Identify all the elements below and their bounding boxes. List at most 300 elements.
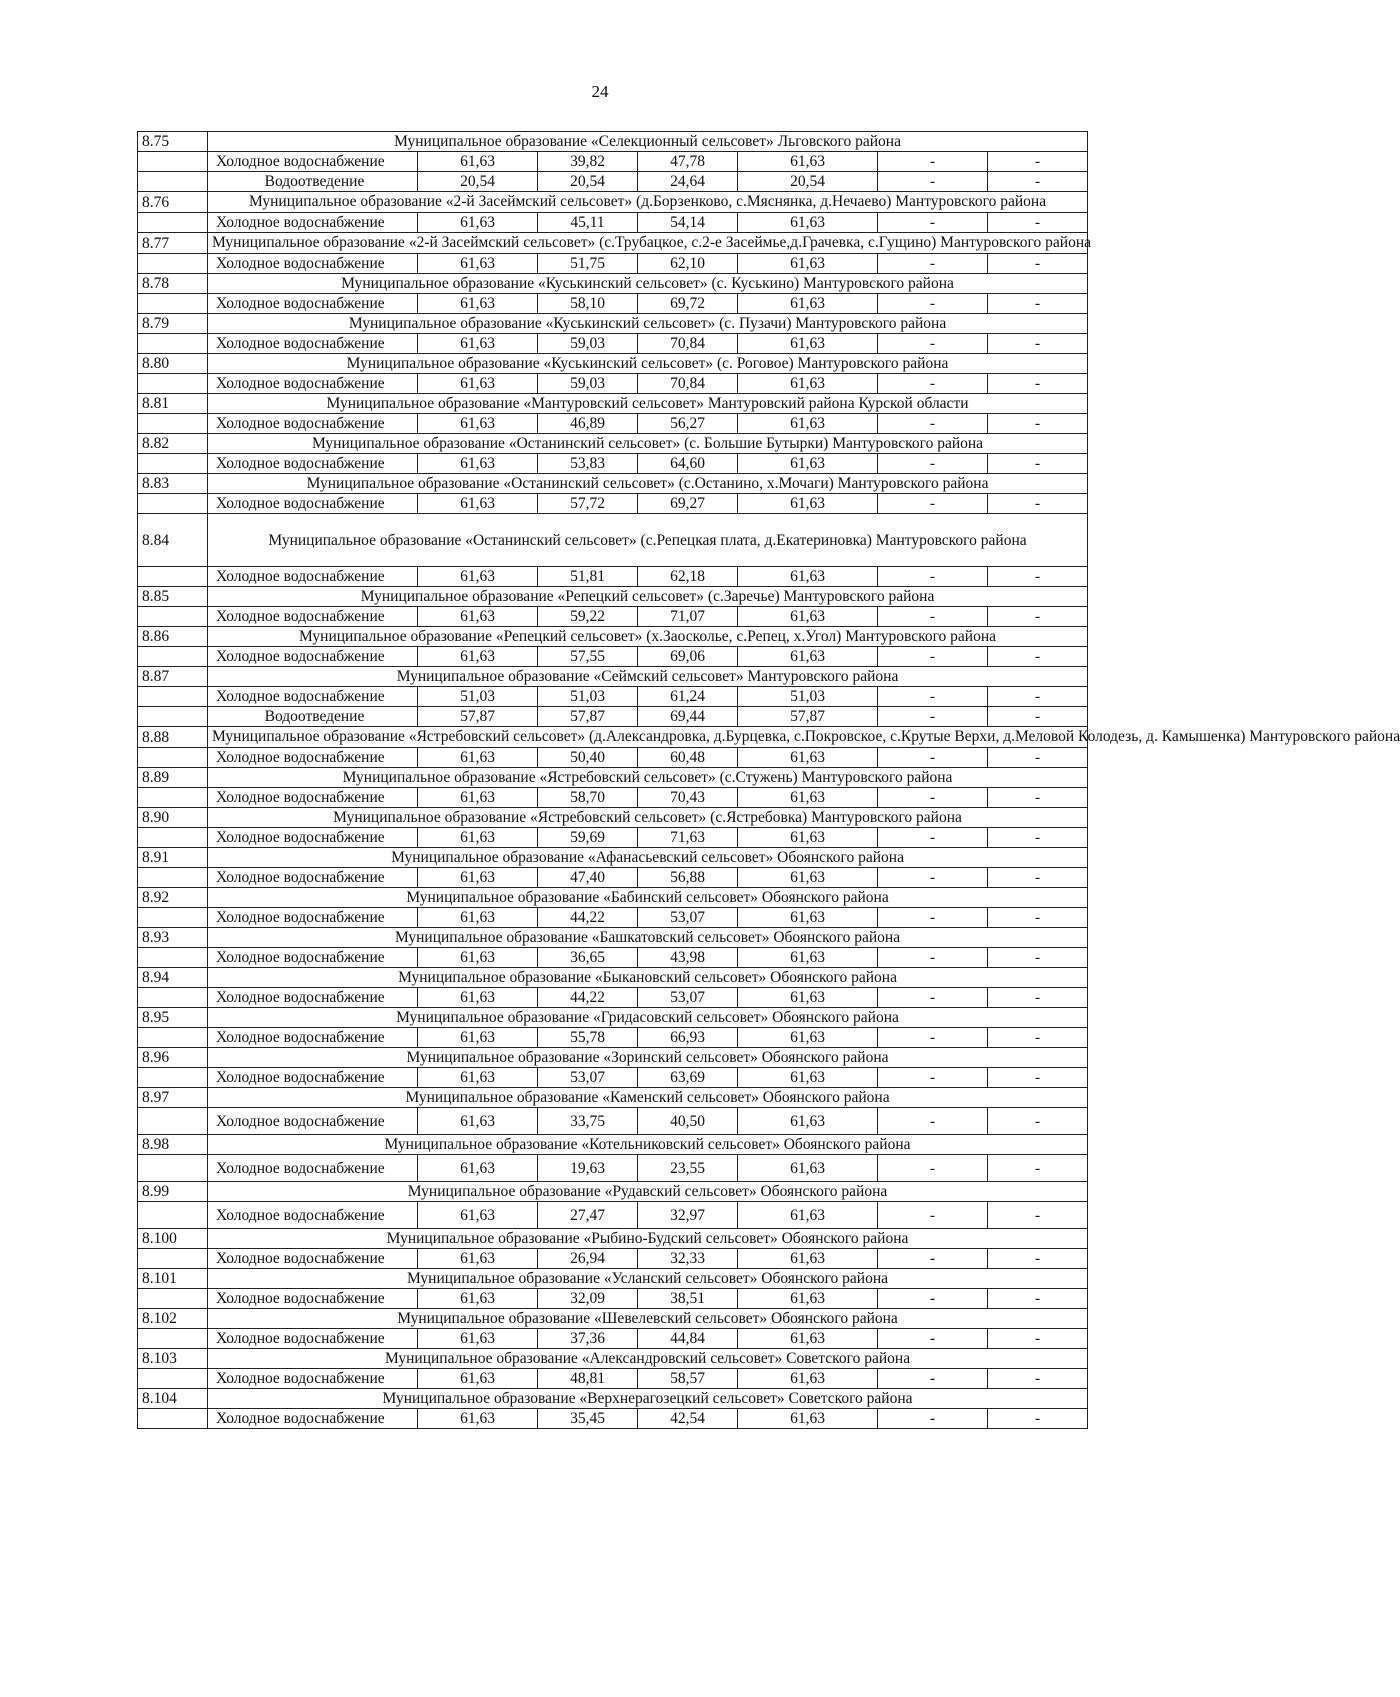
section-number: 8.80 — [138, 354, 208, 374]
section-header-row — [138, 587, 1088, 607]
tariff-value-1: 61,63 — [418, 1068, 538, 1088]
section-number: 8.82 — [138, 434, 208, 454]
section-title: Муниципальное образование «Останинский сельсовет» (с.Останино, х.Мочаги) Мантуровского района — [208, 474, 1088, 494]
tariff-value-6: - — [988, 988, 1088, 1008]
section-header-row — [138, 968, 1088, 988]
section-header-row — [138, 394, 1088, 414]
section-title: Муниципальное образование «Бабинский сельсовет» Обоянского района — [208, 888, 1088, 908]
section-header-row — [138, 132, 1088, 152]
tariff-value-6: - — [988, 1329, 1088, 1349]
tariff-value-2: 57,72 — [538, 494, 638, 514]
tariff-value-3: 38,51 — [638, 1289, 738, 1309]
tariff-value-2: 20,54 — [538, 172, 638, 192]
tariff-value-4: 61,63 — [738, 374, 878, 394]
empty-number-cell — [138, 294, 208, 314]
empty-number-cell — [138, 1155, 208, 1182]
service-name: Холодное водоснабжение — [208, 908, 418, 928]
section-number: 8.98 — [138, 1135, 208, 1155]
section-title: Муниципальное образование «Ястребовский сельсовет» (с.Ястребовка) Мантуровского района — [208, 808, 1088, 828]
tariff-value-3: 66,93 — [638, 1028, 738, 1048]
tariff-value-4: 61,63 — [738, 647, 878, 667]
tariff-value-2: 47,40 — [538, 868, 638, 888]
tariff-value-1: 61,63 — [418, 213, 538, 233]
tariff-value-1: 61,63 — [418, 868, 538, 888]
tariff-value-5: - — [878, 254, 988, 274]
tariff-value-4: 61,63 — [738, 567, 878, 587]
section-number: 8.100 — [138, 1229, 208, 1249]
tariff-value-3: 69,06 — [638, 647, 738, 667]
tariff-value-3: 62,10 — [638, 254, 738, 274]
tariff-value-3: 47,78 — [638, 152, 738, 172]
tariff-value-3: 44,84 — [638, 1329, 738, 1349]
section-number: 8.83 — [138, 474, 208, 494]
tariff-value-4: 61,63 — [738, 334, 878, 354]
empty-number-cell — [138, 1202, 208, 1229]
section-header-row — [138, 848, 1088, 868]
tariff-value-6: - — [988, 414, 1088, 434]
tariff-row — [138, 748, 1088, 768]
tariff-value-1: 61,63 — [418, 374, 538, 394]
section-header-row — [138, 808, 1088, 828]
service-name: Холодное водоснабжение — [208, 334, 418, 354]
service-name: Холодное водоснабжение — [208, 1155, 418, 1182]
tariff-row — [138, 988, 1088, 1008]
tariff-row — [138, 1329, 1088, 1349]
section-number: 8.103 — [138, 1349, 208, 1369]
tariff-value-2: 35,45 — [538, 1409, 638, 1429]
tariff-value-2: 57,87 — [538, 707, 638, 727]
tariff-value-3: 40,50 — [638, 1108, 738, 1135]
tariff-value-4: 61,63 — [738, 1369, 878, 1389]
tariff-value-3: 53,07 — [638, 908, 738, 928]
tariff-value-5: - — [878, 607, 988, 627]
tariff-value-1: 61,63 — [418, 1202, 538, 1229]
tariff-value-4: 61,63 — [738, 788, 878, 808]
tariff-value-5: - — [878, 988, 988, 1008]
section-title: Муниципальное образование «Шевелевский сельсовет» Обоянского района — [208, 1309, 1088, 1329]
empty-number-cell — [138, 172, 208, 192]
tariff-value-3: 63,69 — [638, 1068, 738, 1088]
section-title: Муниципальное образование «Куськинский сельсовет» (с. Куськино) Мантуровского района — [208, 274, 1088, 294]
tariff-value-2: 46,89 — [538, 414, 638, 434]
tariff-value-6: - — [988, 868, 1088, 888]
tariff-value-2: 37,36 — [538, 1329, 638, 1349]
section-header-row — [138, 192, 1088, 213]
tariff-value-5: - — [878, 1155, 988, 1182]
tariff-value-4: 61,63 — [738, 948, 878, 968]
section-header-row — [138, 888, 1088, 908]
section-number: 8.91 — [138, 848, 208, 868]
tariff-value-3: 56,88 — [638, 868, 738, 888]
tariff-value-2: 53,07 — [538, 1068, 638, 1088]
tariff-value-3: 58,57 — [638, 1369, 738, 1389]
section-number: 8.76 — [138, 192, 208, 213]
tariff-value-2: 59,03 — [538, 334, 638, 354]
service-name: Холодное водоснабжение — [208, 1202, 418, 1229]
tariff-value-1: 20,54 — [418, 172, 538, 192]
tariff-value-2: 51,03 — [538, 687, 638, 707]
tariff-value-5: - — [878, 868, 988, 888]
service-name: Холодное водоснабжение — [208, 828, 418, 848]
section-header-row — [138, 233, 1088, 254]
tariff-value-5: - — [878, 948, 988, 968]
tariff-value-2: 32,09 — [538, 1289, 638, 1309]
tariff-value-1: 61,63 — [418, 948, 538, 968]
tariff-value-5: - — [878, 374, 988, 394]
section-title: Муниципальное образование «Репецкий сельсовет» (х.Заосколье, с.Репец, х.Угол) Мантуровского района — [208, 627, 1088, 647]
tariff-value-6: - — [988, 607, 1088, 627]
tariff-row — [138, 948, 1088, 968]
tariff-value-4: 61,63 — [738, 494, 878, 514]
tariff-value-3: 69,44 — [638, 707, 738, 727]
section-number: 8.77 — [138, 233, 208, 254]
tariff-value-3: 69,72 — [638, 294, 738, 314]
empty-number-cell — [138, 687, 208, 707]
tariff-value-5: - — [878, 1068, 988, 1088]
tariff-value-2: 44,22 — [538, 908, 638, 928]
tariff-row — [138, 1108, 1088, 1135]
tariff-value-4: 61,63 — [738, 414, 878, 434]
empty-number-cell — [138, 988, 208, 1008]
empty-number-cell — [138, 1068, 208, 1088]
section-header-row — [138, 1269, 1088, 1289]
tariff-row — [138, 1068, 1088, 1088]
tariff-value-1: 61,63 — [418, 414, 538, 434]
service-name: Холодное водоснабжение — [208, 1108, 418, 1135]
tariff-value-5: - — [878, 172, 988, 192]
section-header-row — [138, 727, 1088, 748]
section-title: Муниципальное образование «Гридасовский сельсовет» Обоянского района — [208, 1008, 1088, 1028]
service-name: Холодное водоснабжение — [208, 1369, 418, 1389]
tariff-row — [138, 788, 1088, 808]
tariff-row — [138, 828, 1088, 848]
tariff-value-6: - — [988, 172, 1088, 192]
service-name: Водоотведение — [208, 707, 418, 727]
empty-number-cell — [138, 868, 208, 888]
tariff-value-4: 61,63 — [738, 1108, 878, 1135]
section-header-row — [138, 768, 1088, 788]
section-header-row — [138, 274, 1088, 294]
empty-number-cell — [138, 254, 208, 274]
empty-number-cell — [138, 1369, 208, 1389]
tariff-row — [138, 687, 1088, 707]
tariff-value-1: 61,63 — [418, 607, 538, 627]
tariff-value-4: 20,54 — [738, 172, 878, 192]
tariff-value-6: - — [988, 294, 1088, 314]
service-name: Холодное водоснабжение — [208, 1068, 418, 1088]
tariff-value-2: 44,22 — [538, 988, 638, 1008]
section-number: 8.78 — [138, 274, 208, 294]
empty-number-cell — [138, 1028, 208, 1048]
tariff-value-2: 39,82 — [538, 152, 638, 172]
tariff-table — [137, 131, 1400, 1429]
tariff-row — [138, 454, 1088, 474]
tariff-value-1: 61,63 — [418, 334, 538, 354]
tariff-value-6: - — [988, 494, 1088, 514]
service-name: Холодное водоснабжение — [208, 647, 418, 667]
tariff-value-5: - — [878, 1028, 988, 1048]
tariff-value-3: 43,98 — [638, 948, 738, 968]
tariff-value-4: 61,63 — [738, 868, 878, 888]
tariff-value-6: - — [988, 828, 1088, 848]
tariff-value-2: 48,81 — [538, 1369, 638, 1389]
tariff-value-3: 32,33 — [638, 1249, 738, 1269]
tariff-value-2: 36,65 — [538, 948, 638, 968]
service-name: Холодное водоснабжение — [208, 948, 418, 968]
tariff-value-3: 70,43 — [638, 788, 738, 808]
tariff-value-1: 61,63 — [418, 1155, 538, 1182]
tariff-value-5: - — [878, 908, 988, 928]
tariff-value-1: 61,63 — [418, 908, 538, 928]
tariff-row — [138, 494, 1088, 514]
tariff-value-4: 61,63 — [738, 1329, 878, 1349]
tariff-value-3: 60,48 — [638, 748, 738, 768]
tariff-row — [138, 567, 1088, 587]
empty-number-cell — [138, 948, 208, 968]
tariff-value-3: 70,84 — [638, 334, 738, 354]
tariff-value-6: - — [988, 908, 1088, 928]
tariff-value-5: - — [878, 213, 988, 233]
empty-number-cell — [138, 647, 208, 667]
tariff-value-1: 61,63 — [418, 1409, 538, 1429]
service-name: Холодное водоснабжение — [208, 567, 418, 587]
section-title: Муниципальное образование «2-й Засеймский сельсовет» (д.Борзенково, с.Мяснянка, д.Нечаево) Мантуровского района — [208, 192, 1088, 213]
section-header-row — [138, 1048, 1088, 1068]
tariff-value-6: - — [988, 567, 1088, 587]
tariff-value-6: - — [988, 1409, 1088, 1429]
tariff-value-6: - — [988, 1249, 1088, 1269]
section-header-row — [138, 1135, 1088, 1155]
tariff-value-2: 58,10 — [538, 294, 638, 314]
section-title: Муниципальное образование «Верхнерагозецкий сельсовет» Советского района — [208, 1389, 1088, 1409]
empty-number-cell — [138, 374, 208, 394]
section-title: Муниципальное образование «Останинский сельсовет» (с.Репецкая плата, д.Екатериновка) Мантуровского района — [208, 514, 1088, 567]
tariff-value-3: 42,54 — [638, 1409, 738, 1429]
tariff-value-4: 61,63 — [738, 1202, 878, 1229]
tariff-value-1: 61,63 — [418, 1289, 538, 1309]
tariff-value-5: - — [878, 1108, 988, 1135]
tariff-value-1: 61,63 — [418, 828, 538, 848]
tariff-value-4: 61,63 — [738, 988, 878, 1008]
tariff-row — [138, 1202, 1088, 1229]
service-name: Холодное водоснабжение — [208, 1409, 418, 1429]
tariff-value-6: - — [988, 1068, 1088, 1088]
empty-number-cell — [138, 1409, 208, 1429]
section-header-row — [138, 1088, 1088, 1108]
tariff-row — [138, 707, 1088, 727]
empty-number-cell — [138, 828, 208, 848]
section-header-row — [138, 1309, 1088, 1329]
section-header-row — [138, 434, 1088, 454]
section-number: 8.99 — [138, 1182, 208, 1202]
tariff-row — [138, 908, 1088, 928]
tariff-value-1: 61,63 — [418, 294, 538, 314]
tariff-value-6: - — [988, 454, 1088, 474]
tariff-value-5: - — [878, 1369, 988, 1389]
tariff-row — [138, 868, 1088, 888]
section-number: 8.95 — [138, 1008, 208, 1028]
section-title: Муниципальное образование «Афанасьевский сельсовет» Обоянского района — [208, 848, 1088, 868]
tariff-value-2: 26,94 — [538, 1249, 638, 1269]
tariff-value-3: 69,27 — [638, 494, 738, 514]
tariff-row — [138, 607, 1088, 627]
section-number: 8.75 — [138, 132, 208, 152]
tariff-value-2: 45,11 — [538, 213, 638, 233]
tariff-value-3: 70,84 — [638, 374, 738, 394]
tariff-value-5: - — [878, 1409, 988, 1429]
tariff-value-4: 61,63 — [738, 1028, 878, 1048]
tariff-value-3: 71,07 — [638, 607, 738, 627]
tariff-value-4: 61,63 — [738, 908, 878, 928]
service-name: Холодное водоснабжение — [208, 454, 418, 474]
tariff-row — [138, 213, 1088, 233]
section-header-row — [138, 474, 1088, 494]
service-name: Холодное водоснабжение — [208, 294, 418, 314]
tariff-row — [138, 1289, 1088, 1309]
tariff-value-4: 61,63 — [738, 607, 878, 627]
tariff-value-1: 61,63 — [418, 152, 538, 172]
tariff-value-1: 61,63 — [418, 647, 538, 667]
tariff-value-6: - — [988, 1155, 1088, 1182]
tariff-value-4: 61,63 — [738, 1249, 878, 1269]
tariff-value-6: - — [988, 254, 1088, 274]
section-number: 8.93 — [138, 928, 208, 948]
section-number: 8.81 — [138, 394, 208, 414]
tariff-value-3: 62,18 — [638, 567, 738, 587]
tariff-value-5: - — [878, 152, 988, 172]
section-title: Муниципальное образование «2-й Засеймский сельсовет» (с.Трубацкое, с.2-е Засеймье,д.Грачевка, с.Гущино) Мантуровского района — [208, 233, 1088, 254]
service-name: Холодное водоснабжение — [208, 607, 418, 627]
tariff-value-4: 61,63 — [738, 1155, 878, 1182]
page-number: 24 — [591, 82, 609, 101]
tariff-value-5: - — [878, 647, 988, 667]
tariff-value-2: 51,81 — [538, 567, 638, 587]
section-title: Муниципальное образование «Каменский сельсовет» Обоянского района — [208, 1088, 1088, 1108]
section-number: 8.97 — [138, 1088, 208, 1108]
service-name: Холодное водоснабжение — [208, 1289, 418, 1309]
section-header-row — [138, 314, 1088, 334]
tariff-row — [138, 172, 1088, 192]
section-title: Муниципальное образование «Ястребовский сельсовет» (д.Александровка, д.Бурцевка, с.Покровское, с.Крутые Верхи, д.Меловой Колодезь, д. Камышенка) Мантуровского района — [208, 727, 1088, 748]
tariff-value-6: - — [988, 334, 1088, 354]
tariff-value-2: 58,70 — [538, 788, 638, 808]
tariff-row — [138, 647, 1088, 667]
empty-number-cell — [138, 788, 208, 808]
tariff-value-4: 61,63 — [738, 294, 878, 314]
service-name: Холодное водоснабжение — [208, 1028, 418, 1048]
section-title: Муниципальное образование «Башкатовский сельсовет» Обоянского района — [208, 928, 1088, 948]
tariff-value-2: 33,75 — [538, 1108, 638, 1135]
tariff-value-2: 27,47 — [538, 1202, 638, 1229]
tariff-value-6: - — [988, 788, 1088, 808]
tariff-value-1: 61,63 — [418, 494, 538, 514]
tariff-value-1: 61,63 — [418, 988, 538, 1008]
tariff-row — [138, 414, 1088, 434]
tariff-value-5: - — [878, 707, 988, 727]
section-header-row — [138, 1349, 1088, 1369]
section-number: 8.84 — [138, 514, 208, 567]
tariff-value-5: - — [878, 687, 988, 707]
empty-number-cell — [138, 1329, 208, 1349]
section-title: Муниципальное образование «Останинский сельсовет» (с. Большие Бутырки) Мантуровского района — [208, 434, 1088, 454]
tariff-value-4: 61,63 — [738, 454, 878, 474]
service-name: Холодное водоснабжение — [208, 1249, 418, 1269]
tariff-value-6: - — [988, 748, 1088, 768]
tariff-value-5: - — [878, 748, 988, 768]
tariff-value-5: - — [878, 788, 988, 808]
tariff-value-6: - — [988, 1289, 1088, 1309]
service-name: Холодное водоснабжение — [208, 152, 418, 172]
section-number: 8.89 — [138, 768, 208, 788]
section-header-row — [138, 667, 1088, 687]
tariff-value-4: 61,63 — [738, 213, 878, 233]
empty-number-cell — [138, 152, 208, 172]
tariff-value-6: - — [988, 707, 1088, 727]
tariff-value-3: 54,14 — [638, 213, 738, 233]
tariff-value-5: - — [878, 567, 988, 587]
service-name: Холодное водоснабжение — [208, 254, 418, 274]
tariff-value-1: 51,03 — [418, 687, 538, 707]
tariff-value-6: - — [988, 948, 1088, 968]
tariff-value-4: 61,63 — [738, 828, 878, 848]
tariff-value-6: - — [988, 213, 1088, 233]
tariff-body — [138, 132, 1400, 1429]
tariff-row — [138, 1028, 1088, 1048]
tariff-value-1: 61,63 — [418, 1329, 538, 1349]
tariff-value-6: - — [988, 1369, 1088, 1389]
tariff-value-1: 61,63 — [418, 748, 538, 768]
tariff-value-1: 61,63 — [418, 254, 538, 274]
empty-number-cell — [138, 567, 208, 587]
section-title: Муниципальное образование «Усланский сельсовет» Обоянского района — [208, 1269, 1088, 1289]
tariff-value-4: 61,63 — [738, 1068, 878, 1088]
section-title: Муниципальное образование «Ястребовский сельсовет» (с.Стужень) Мантуровского района — [208, 768, 1088, 788]
tariff-value-2: 51,75 — [538, 254, 638, 274]
tariff-value-5: - — [878, 1329, 988, 1349]
section-header-row — [138, 1182, 1088, 1202]
service-name: Холодное водоснабжение — [208, 1329, 418, 1349]
section-header-row — [138, 928, 1088, 948]
tariff-value-5: - — [878, 294, 988, 314]
section-header-row — [138, 1389, 1088, 1409]
tariff-value-1: 57,87 — [418, 707, 538, 727]
tariff-value-1: 61,63 — [418, 788, 538, 808]
service-name: Холодное водоснабжение — [208, 788, 418, 808]
tariff-row — [138, 334, 1088, 354]
tariff-row — [138, 254, 1088, 274]
tariff-row — [138, 1409, 1088, 1429]
tariff-value-1: 61,63 — [418, 1369, 538, 1389]
section-title: Муниципальное образование «Зоринский сельсовет» Обоянского района — [208, 1048, 1088, 1068]
section-number: 8.88 — [138, 727, 208, 748]
empty-number-cell — [138, 213, 208, 233]
empty-number-cell — [138, 707, 208, 727]
service-name: Водоотведение — [208, 172, 418, 192]
section-number: 8.92 — [138, 888, 208, 908]
section-number: 8.101 — [138, 1269, 208, 1289]
tariff-value-4: 51,03 — [738, 687, 878, 707]
tariff-value-3: 23,55 — [638, 1155, 738, 1182]
section-number: 8.86 — [138, 627, 208, 647]
tariff-value-3: 61,24 — [638, 687, 738, 707]
section-number: 8.87 — [138, 667, 208, 687]
empty-number-cell — [138, 1108, 208, 1135]
empty-number-cell — [138, 748, 208, 768]
tariff-value-3: 56,27 — [638, 414, 738, 434]
section-title: Муниципальное образование «Мантуровский сельсовет» Мантуровский района Курской области — [208, 394, 1088, 414]
section-title: Муниципальное образование «Репецкий сельсовет» (с.Заречье) Мантуровского района — [208, 587, 1088, 607]
tariff-value-1: 61,63 — [418, 567, 538, 587]
